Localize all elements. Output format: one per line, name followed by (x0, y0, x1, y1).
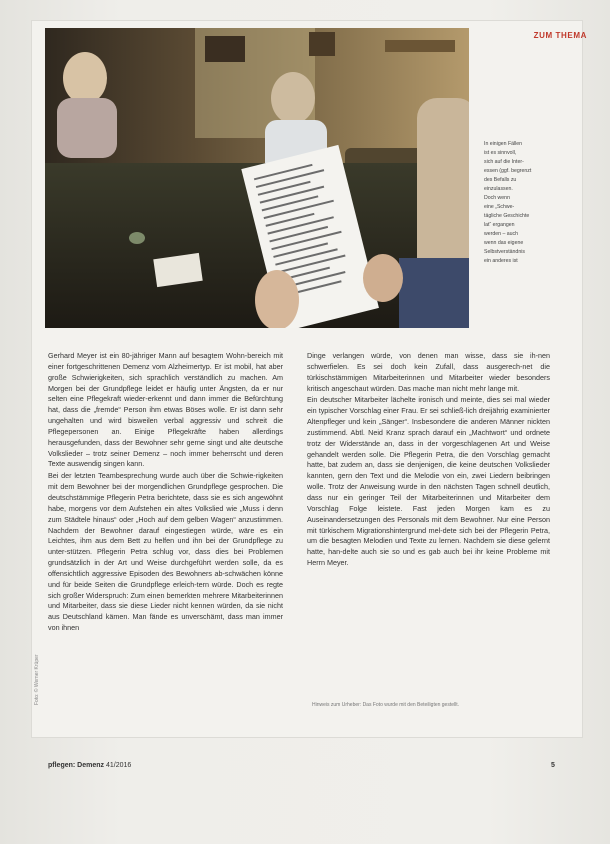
caption-line: ist es sinnvoll, (484, 150, 517, 156)
page-number: 5 (551, 762, 555, 769)
footer-publication (48, 762, 131, 769)
caption-line: tägliche Geschichte (484, 213, 530, 219)
photo-credit-note: Hinweis zum Urheber: Das Foto wurde mit den Beteiligten gestellt. (312, 702, 460, 708)
side-photo-credit: Foto: © Werner Krüper (34, 654, 40, 705)
footer-magazine-name: pflegen: Demenz (48, 762, 105, 769)
article-paragraph: Gerhard Meyer ist ein 80-jähriger Mann auf besagtem Wohn-bereich mit einer fortgeschrittenen Demenz vom Alzheimertyp. Er ist mobil, hat aber große Schwierigkeiten, sich sprachlich verständlich zu machen. Am Morgen bei der Grundpflege leidet er häufig unter Ängsten, da er nur selten eine Pflegekraft wieder-erkennt und dann immer die Befürchtung hat, dass die „fremde“ Person ihm etwas Böses wolle. Er ist dann sehr ungehalten und wird bisweilen verbal aggressiv und schreit die Pflegepersonen an. Einige Pflegekräfte haben allerdings herausgefunden, dass der Bewohner sehr gerne singt und alte deutsche Volkslieder – trotz seiner Demenz – noch immer beherrscht und deren Texte auswendig singen kann. (48, 351, 283, 469)
article-paragraph: Ein deutscher Mitarbeiter lächelte ironisch und meinte, dies sei mal wieder ein typischer Vorschlag einer Frau. Er sei schließ-lich dreijährig examinierter Altenpfleger und kein „Sänger“. Insbesondere die anderen Männer nickten zustimmend. Abtl. Neid Kranz sprach darauf ein „Machtwort“ und ordnete trotz der Widerstände an, dass in der vorgeschlagenen Art und Weise gehandelt werden solle. Die Pflegerin Petra, die den Vorschlag gemacht hatte, bat zudem an, dass sie denjenigen, die keine deutschen Volkslieder kannten, gern den Text und die Melodie von ein, zwei Liedern beibringen wolle. Trotz der Anweisung wurde in den nächsten Tagen schnell deutlich, dass nur ein geringer Teil der Mitarbeiterinnen und Mitarbeiter dem Vorschlag Folge leistete. Fast jeden Morgen kam es zu Auseinandersetzungen des Personals mit dem Bewohner. Nur eine Person mit türkischem Migrationshintergrund mel-dete sich bei der Pflegerin Petra, um die besagten Melodien und Texte zu lernen. Nachdem sie diese gelernt hatte, han-delte auch sie so und es gab auch bei ihr keine Probleme mit Herrn Meyer. (307, 395, 550, 568)
article-photo (45, 28, 469, 328)
caption-line: eine „Schwe- (484, 204, 515, 210)
photo-caption (484, 140, 570, 266)
article-paragraph: Bei der letzten Teambesprechung wurde auch über die Schwie-rigkeiten mit dem Bewohner bei der morgendlichen Grundpflege gesprochen. Die deutschstämmige Pflegerin Petra berichtete, dass sie es sich angewöhnt habe, morgens vor dem Aufstehen ein altes Volkslied wie „Muss i denn zum Städtele hinaus“ oder „Hoch auf dem gelben Wagen“ anzustimmen. Nachdem der Bewohner darauf eingestiegen würde, wäre es ein Leichtes, ihm aus dem Bett zu helfen und ihn bei der Grundpflege zu unter-stützen. Pflegerin Petra schlug vor, dass dies bei Problemen grundsätzlich in der Art und Weise durchgeführt werden solle, da es offensichtlich aggressive Episoden des Bewohners ab-schwächen könne und für beide Seiten die Grundpflege erleich-tern würde. Doch es regte sich großer Widerspruch: Zum einen bemerkten mehrere Mitarbeiterinnen und Mitarbeiter, dass sie diese Lieder nicht kennen würden, da sie nicht aus Deutschland kämen. Man fände es unverschämt, dass man immer von ihnen (48, 471, 283, 633)
caption-line: des Befalls zu (484, 177, 517, 183)
caption-line: Selbstverständnis (484, 249, 525, 255)
article-paragraph: Dinge verlangen würde, von denen man wisse, dass sie ih-nen schwerfielen. Es sei doch kein Zufall, dass ausgerech-net die türkischstämmigen Mitarbeiterinnen und Mitarbeiter wieder besonders kritisch angeschaut würden. Das mache man nicht mehr lange mit. (307, 351, 550, 393)
article-column-left (48, 351, 283, 635)
caption-line: einzulassen. (484, 186, 513, 192)
caption-line: lat“ ergangen (484, 222, 515, 228)
caption-line: essen (ggf. begrenzt (484, 168, 532, 174)
caption-line: werden – auch (484, 231, 519, 237)
caption-line: In einigen Fällen (484, 141, 523, 147)
caption-line: sich auf die Inter- (484, 159, 524, 165)
footer-issue: 41/2016 (105, 762, 132, 769)
section-label: ZUM THEMA (533, 31, 587, 40)
caption-line: Doch wenn (484, 195, 510, 201)
caption-line: wenn das eigene (484, 240, 524, 246)
article-column-right (307, 351, 550, 570)
caption-line: ein anderes ist (484, 258, 518, 264)
photo-illustration (45, 28, 469, 328)
